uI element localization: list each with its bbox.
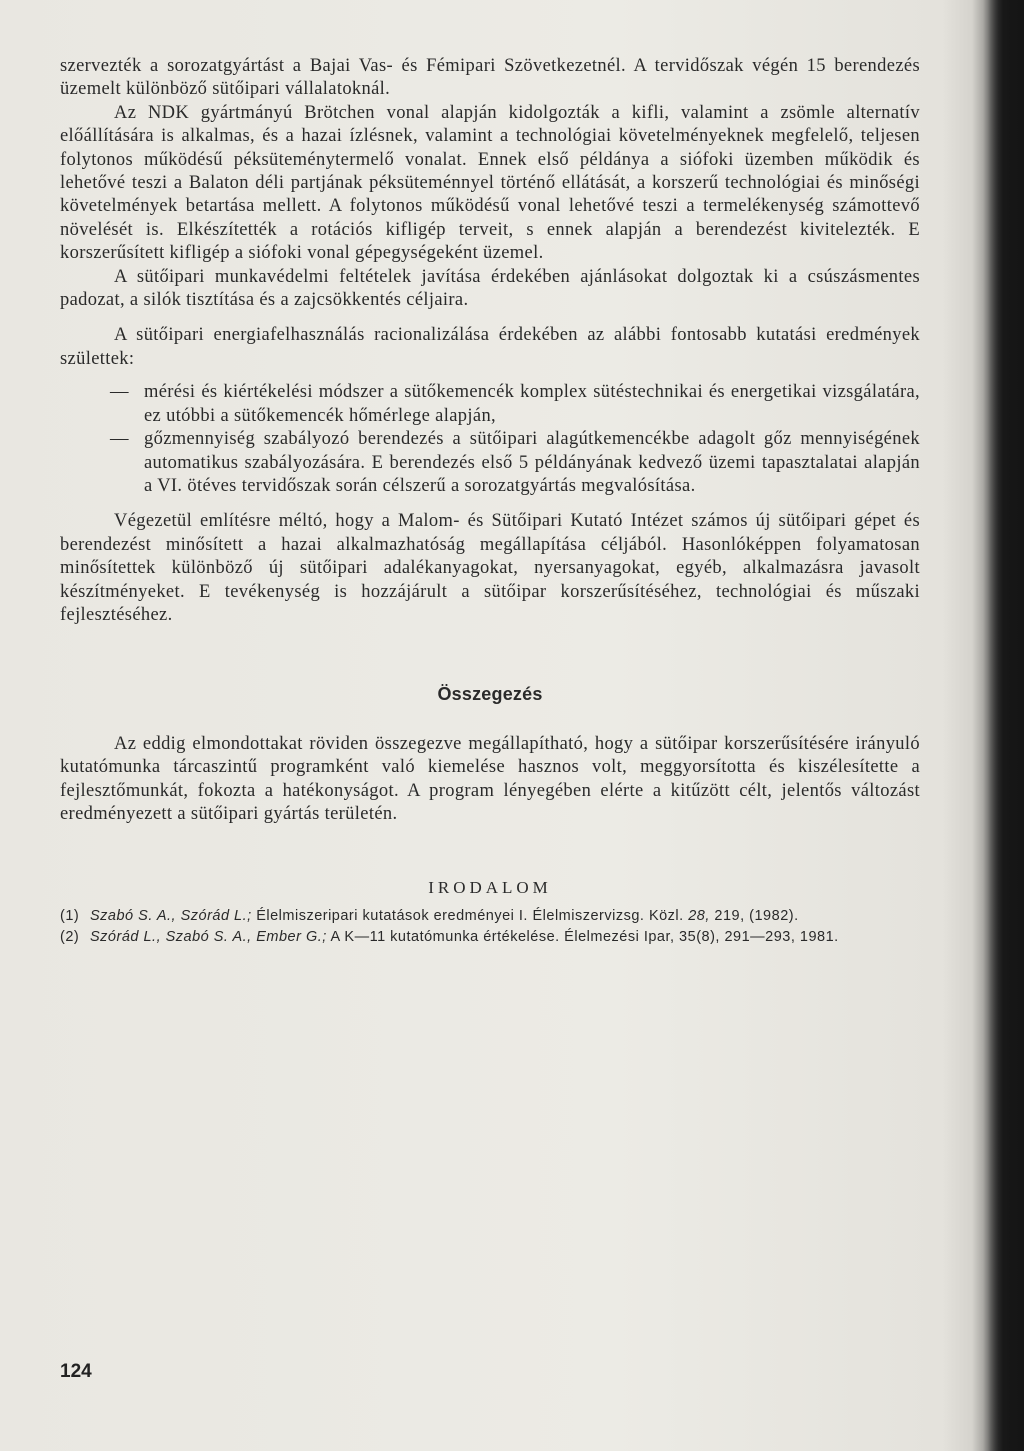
paragraph-continuation: szervezték a sorozatgyártást a Bajai Vas- és Fémipari Szövetkezetnél. A tervidőszak végén 15 berendezés üzemelt különböző sütőipari vállalatoknál. <box>60 56 920 100</box>
reference-title: A K—11 kutatómunka értékelése. Élelmezési Ipar, 35(8), 291—293, 1981. <box>326 928 839 945</box>
reference-number: (2) <box>60 928 80 945</box>
reference-item <box>60 908 920 925</box>
dash-bullet: — <box>110 429 129 450</box>
list-item <box>60 428 920 498</box>
list-item-text: gőzmennyiség szabályozó berendezés a sütőipari alagútkemencékbe adagolt gőz mennyiségének automatikus szabályozására. E berendezés első 5 példányának kedvező üzemi tapasztalatai alapján a VI. ötéves tervidőszak során célszerű a sorozatgyártás megvalósítása. <box>144 429 920 496</box>
results-list <box>60 381 920 498</box>
paragraph-safety: A sütőipari munkavédelmi feltételek javítása érdekében ajánlásokat dolgoztak ki a csúszásmentes padozat, a silók tisztítása és a zajcsökkentés céljaira. <box>60 266 920 311</box>
reference-pages: 219, (1982). <box>709 907 799 924</box>
list-item <box>60 381 920 428</box>
reference-authors: Szabó S. A., Szórád L.; <box>90 907 252 924</box>
references-list <box>60 908 920 946</box>
page-edge-shadow <box>972 0 1024 1451</box>
references-title: IRODALOM <box>428 878 552 898</box>
list-item-text: mérési és kiértékelési módszer a sütőkemencék komplex sütéstechnikai és energetikai vizsgálatára, ez utóbbi a sütőkemencék hőmérlege alapján, <box>144 382 920 426</box>
reference-authors: Szórád L., Szabó S. A., Ember G.; <box>90 928 327 945</box>
reference-number: (1) <box>60 907 80 924</box>
reference-item <box>60 929 920 946</box>
paragraph-brotchen-line: Az NDK gyártmányú Brötchen vonal alapján kidolgozták a kifli, valamint a zsömle alternatív előállítására is alkalmas, és a hazai ízlésnek, valamint a technológiai követelményeknek megfelelő, teljesen folytonos működésű péksüteménytermelő vonalat. Ennek első példánya a siófoki üzemben működik és lehetővé teszi a Balaton déli partjának péksüteménnyel történő ellátását, a korszerű technológiai és minőségi követelmények betartása mellett. A folytonos működésű vonal lehetővé teszi a termelékenység számottevő növelését is. Elkészítették a rotációs kifligép terveit, s ennek alapján a berendezést kivitelezték. E korszerűsített kifligép a siófoki vonal gépegységeként üzemel. <box>60 102 920 264</box>
page-content <box>60 55 920 946</box>
paragraph-final: Végezetül említésre méltó, hogy a Malom- és Sütőipari Kutató Intézet számos új sütőipari gépet és berendezést minősített a hazai alkalmazhatóság megállapítása céljából. Hasonlóképpen folyamatosan minősítettek különböző új sütőipari adalékanyagokat, nyersanyagokat, egyéb, alkalmazásra javasolt készítményeket. E tevékenység is hozzájárult a sütőipar korszerűsítéséhez, technológiai és műszaki fejlesztéséhez. <box>60 511 920 625</box>
dash-bullet: — <box>110 382 129 403</box>
paragraph-energy: A sütőipari energiafelhasználás racionalizálása érdekében az alábbi fontosabb kutatási eredmények születtek: <box>60 325 920 369</box>
summary-text: Az eddig elmondottakat röviden összegezve megállapítható, hogy a sütőipar korszerűsítésére irányuló kutatómunka tárcaszintű programként való kiemelése hasznos volt, meggyorsította és kiszélesítette a fejlesztőmunkát, fokozta a hatékonyságot. A program lényegében elérte a kitűzött célt, jelentős változást eredményezett a sütőipari gyártás területén. <box>60 733 920 824</box>
page-number: 124 <box>60 1361 92 1382</box>
reference-title: Élelmiszeripari kutatások eredményei I. Élelmiszervizsg. Közl. <box>251 907 689 924</box>
reference-volume: 28, <box>688 907 710 924</box>
summary-heading: Összegezés <box>437 684 543 705</box>
